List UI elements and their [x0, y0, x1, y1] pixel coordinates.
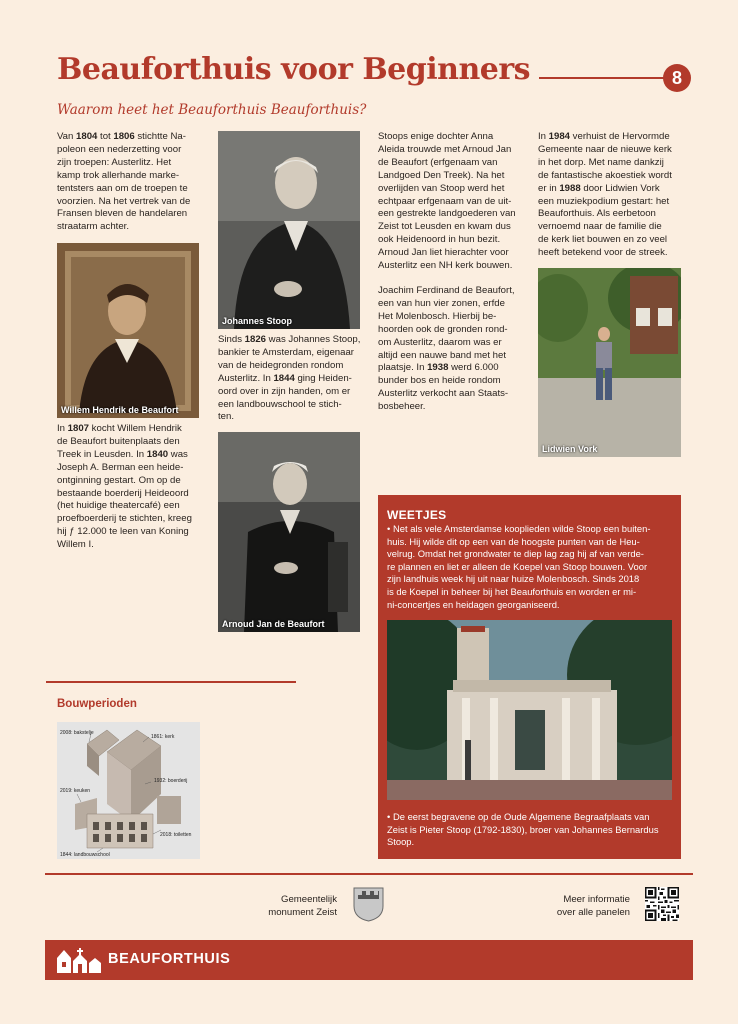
label-kerk: 1861: kerk [151, 734, 175, 740]
bouwperioden-title: Bouwperioden [57, 698, 137, 710]
bouwperioden-diagram [57, 722, 200, 859]
portrait-arnoud-image [218, 432, 360, 632]
footer-brand-bar [45, 940, 693, 980]
col1-paragraph-1: Van 1804 tot 1806 stichtte Na- poleon een nederzetting voor zijn troepen: Austerlitz. Het kamp trok allerhande marke- tentsters aan om de troepen te voorzien. Na het vertrek van de Fransen bleven de handelaren straatarm achter. [57, 131, 191, 233]
weetjes-title: WEETJES [387, 508, 447, 522]
qr-code-icon[interactable] [645, 887, 679, 921]
col1-paragraph-2: In 1807 kocht Willem Hendrik de Beaufort buitenplaats den Treek in Leusden. In 1840 was Joseph A. Berman een heide- ontginning gestart. Om op de bestaande boerderij Heideoord (het huidige theatercafé) een proefboerderij te stichten, kreeg hij ƒ 12.000 te leen van Koning Willem I. [57, 423, 192, 551]
label-bakstel: 2008: bakstelje [60, 730, 94, 736]
col3-paragraph-2: Joachim Ferdinand de Beaufort, een van hun vier zonen, erfde Het Molenbosch. Hierbij be- hoorden ook de gronden rond- om Austerlitz, daarom was er altijd een nauwe band met het plaatsje. In 1938 werd 6.000 bunder bos en heide rondom Austerlitz verkocht aan Staats- bosbeheer. [378, 285, 515, 413]
bouwperioden-divider [46, 681, 296, 683]
koepel-image [387, 620, 672, 800]
label-toiletten: 2018: toiletten [160, 832, 192, 838]
photo-caption: Arnoud Jan de Beaufort [222, 619, 325, 629]
photo-caption: Willem Hendrik de Beaufort [61, 405, 179, 415]
label-boerderij: 1932: boerderij [154, 778, 188, 784]
col3-paragraph-1: Stoops enige dochter Anna Aleida trouwde met Arnoud Jan de Beaufort (erfgenaam van Landgoed Den Treek). Na het overlijden van Stoop werd het echtpaar erfgenaam van de uit- een gestrekte landgoederen van Zeist tot Leusden en kwam dus ook Heidenoord in hun bezit. Arnoud Jan liet hierachter voor Austerlitz een NH kerk bouwen. [378, 131, 516, 272]
monument-label: Gemeentelijk monument Zeist [268, 894, 337, 918]
weetjes-item-2: • De eerst begravene op de Oude Algemene Begraafplaats van Zeist is Pieter Stoop (1792-1830), broer van Johannes Bernardus Stoop. [387, 811, 659, 848]
beauforthuis-logo-icon [55, 946, 101, 974]
building-model-image [57, 722, 200, 859]
bullet-icon: • [387, 811, 391, 822]
page-title: Beauforthuis voor Beginners [57, 52, 531, 87]
bullet-icon: • [387, 523, 391, 534]
photo-caption: Lidwien Vork [542, 444, 598, 454]
photo-johannes-stoop [218, 131, 360, 329]
col2-paragraph-1: Sinds 1826 was Johannes Stoop, bankier te Amsterdam, eigenaar van de heidegronden rondom Austerlitz. In 1844 ging Heiden- oord over in zijn handen, om er een landbouwschool te stich- ten. [218, 334, 361, 423]
portrait-willem-image [57, 243, 199, 418]
more-info-label: Meer informatie over alle panelen [556, 894, 630, 918]
photo-lidwien-vork [538, 268, 681, 457]
koepel-photo [387, 620, 672, 800]
panel-number-badge: 8 [663, 64, 691, 92]
zeist-coat-of-arms-icon [352, 886, 385, 922]
portrait-johannes-image [218, 131, 360, 329]
page-subtitle: Waarom heet het Beauforthuis Beauforthuis? [57, 102, 367, 118]
weetjes-item-1: • Net als vele Amsterdamse kooplieden wilde Stoop een buiten- huis. Hij wilde dit op een van de hoogste punten van de Heu- velrug. Omdat het grondwater te diep lag zag hij af van verde- re plannen en liet er alleen de Koepel van Stoop bouwen. Voor zijn landhuis week hij uit naar huize Molenbosch. Sinds 2018 is de Koepel in beheer bij het Beauforthuis en worden er mi- ni-concertjes en heidagen georganiseerd. [387, 523, 651, 610]
title-divider [539, 77, 667, 79]
brand-name: BEAUFORTHUIS [108, 951, 231, 967]
label-landbouwschool: 1844: landbouwschool [60, 852, 110, 858]
weetjes-box [378, 495, 681, 859]
label-keuken: 2019: keuken [60, 788, 91, 794]
photo-arnoud-jan [218, 432, 360, 632]
col4-paragraph-1: In 1984 verhuist de Hervormde Gemeente naar de nieuwe kerk in het dorp. Met name dankzij de fantastische akoestiek wordt er in 1988 door Lidwien Vork een muziekpodium gestart: het Beauforthuis. Als eerbetoon vernoemd naar de familie die de kerk liet bouwen en zo veel heeft betekend voor de streek. [538, 131, 672, 259]
photo-caption: Johannes Stoop [222, 316, 293, 326]
footer-divider [45, 873, 693, 875]
photo-lidwien-image [538, 268, 681, 457]
photo-willem-hendrik [57, 243, 199, 418]
